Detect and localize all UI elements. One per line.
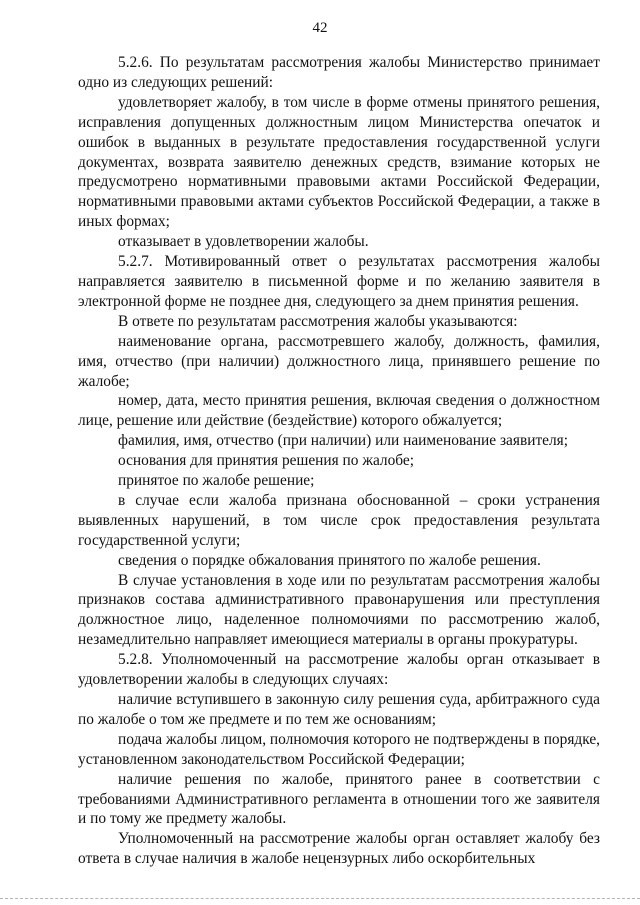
list-item-decision-number: номер, дата, место принятия решения, включая сведения о должностном лице, решение или действие (бездействие) которого обжалуется; bbox=[78, 392, 600, 430]
list-item-body-name: наименование органа, рассмотревшего жалобу, должность, фамилия, имя, отчество (при наличии) должностного лица, принявшего решение по жалобе; bbox=[78, 332, 600, 390]
list-item-refuse: отказывает в удовлетворении жалобы. bbox=[118, 233, 369, 251]
document-body bbox=[78, 53, 600, 869]
list-item-grounds: основания для принятия решения по жалобе; bbox=[118, 452, 415, 470]
paragraph-5-2-7: 5.2.7. Мотивированный ответ о результатах рассмотрения жалобы направляется заявителю в письменной форме и по желанию заявителя в электронной форме не позднее дня, следующего за днем принятия решения. bbox=[78, 253, 600, 310]
paragraph-prosecutor: В случае установления в ходе или по результатам рассмотрения жалобы признаков состава административного правонарушения или преступления должностное лицо, наделенное полномочиями по рассмотрению жалоб, незамедлительно направляет имеющиеся материалы в органы прокуратуры. bbox=[78, 571, 600, 649]
list-item-satisfy: удовлетворяет жалобу, в том числе в форме отмены принятого решения, исправления допущенных должностным лицом Министерства опечаток и ошибок в выданных в результате предоставления государственной услуги документах, возврата заявителю денежных средств, взимание которых не предусмотрено нормативными правовыми актами Российской Федерации, нормативными правовыми актами субъектов Российской Федерации, а также в иных формах; bbox=[78, 93, 600, 231]
list-item-court-decision: наличие вступившего в законную силу решения суда, арбитражного суда по жалобе о том же предмете и по тем же основаниям; bbox=[78, 691, 600, 728]
scan-bottom-edge bbox=[0, 898, 640, 899]
list-item-unauthorized-person: подача жалобы лицом, полномочия которого не подтверждены в порядке, установленном законодательством Российской Федерации; bbox=[78, 730, 600, 768]
list-item-decision: принятое по жалобе решение; bbox=[118, 472, 315, 490]
list-item-applicant-name: фамилия, имя, отчество (при наличии) или наименование заявителя; bbox=[118, 432, 569, 450]
paragraph-response-contents: В ответе по результатам рассмотрения жалобы указываются: bbox=[118, 312, 518, 330]
paragraph-no-answer: Уполномоченный на рассмотрение жалобы орган оставляет жалобу без ответа в случае наличия в жалобе нецензурных либо оскорбительных bbox=[78, 830, 600, 868]
list-item-deadlines: в случае если жалоба признана обоснованной – сроки устранения выявленных нарушений, в том числе срок предоставления результата государственной услуги; bbox=[78, 491, 600, 549]
paragraph-5-2-8: 5.2.8. Уполномоченный на рассмотрение жалобы орган отказывает в удовлетворении жалобы в следующих случаях: bbox=[78, 651, 600, 689]
page-number: 42 bbox=[312, 20, 328, 36]
list-item-previous-decision: наличие решения по жалобе, принятого ранее в соответствии с требованиями Административного регламента в отношении того же заявителя и по тому же предмету жалобы. bbox=[78, 770, 600, 828]
list-item-appeal-procedure: сведения о порядке обжалования принятого по жалобе решения. bbox=[118, 551, 541, 569]
paragraph-5-2-6: 5.2.6. По результатам рассмотрения жалобы Министерство принимает одно из следующих решений: bbox=[78, 54, 600, 91]
